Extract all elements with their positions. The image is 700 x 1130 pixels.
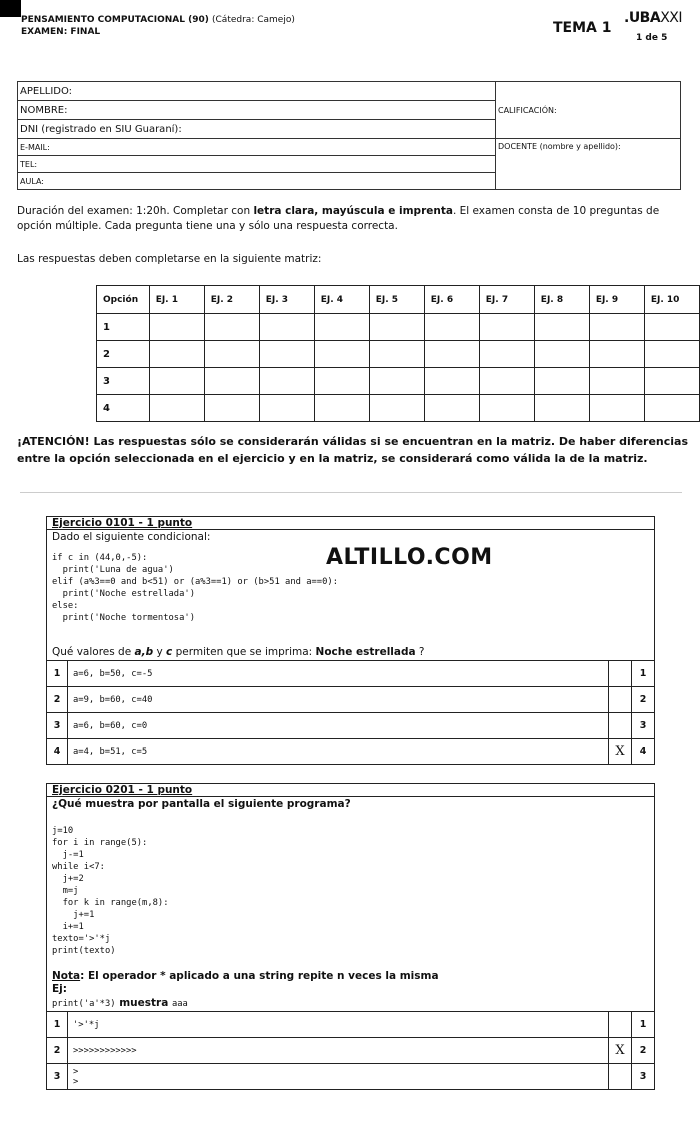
matrix-answer-cell[interactable] <box>314 395 369 422</box>
tema-label: TEMA 1 <box>553 20 612 36</box>
option-text: > > <box>68 1064 609 1090</box>
option-number: 2 <box>632 1038 655 1064</box>
matrix-answer-cell[interactable] <box>644 314 699 341</box>
exam-type: EXAMEN: FINAL <box>21 27 101 37</box>
student-info-table <box>17 81 681 190</box>
atencion-warning: ¡ATENCIÓN! Las respuestas sólo se considerarán válidas si se encuentran en la matriz. De haber diferencias entre la opción seleccionada en el ejercicio y en la matriz, se considerará como válida la de la matriz. <box>17 435 689 465</box>
code-block: if c in (44,0,-5): print('Luna de agua') elif (a%3==0 and b<51) or (a%3==1) or (b>51 and a==0): print('Noche estrellada') else: print('Noche tormentosa') <box>52 553 338 623</box>
option-row[interactable] <box>47 1064 654 1090</box>
matrix-header: Opción <box>97 286 150 314</box>
matrix-answer-cell[interactable] <box>534 368 589 395</box>
option-number: 1 <box>47 1012 68 1038</box>
matrix-answer-cell[interactable] <box>424 314 479 341</box>
matrix-answer-cell[interactable] <box>259 395 314 422</box>
matrix-answer-cell[interactable] <box>534 341 589 368</box>
answer-matrix <box>96 285 700 422</box>
option-mark-box[interactable] <box>609 1064 632 1090</box>
matrix-row <box>97 395 700 422</box>
exercise-statement: ¿Qué muestra por pantalla el siguiente programa? <box>52 798 351 810</box>
matrix-header: EJ. 2 <box>204 286 259 314</box>
matrix-answer-cell[interactable] <box>204 395 259 422</box>
option-text: >>>>>>>>>>>> <box>68 1038 609 1064</box>
matrix-option-label: 3 <box>97 368 150 395</box>
option-row[interactable] <box>47 661 654 687</box>
option-text: a=9, b=60, c=40 <box>68 687 609 713</box>
option-number: 1 <box>632 1012 655 1038</box>
matrix-answer-cell[interactable] <box>424 395 479 422</box>
course-name: PENSAMIENTO COMPUTACIONAL (90) <box>21 15 209 25</box>
matrix-row <box>97 314 700 341</box>
matrix-answer-cell[interactable] <box>149 314 204 341</box>
option-mark-box[interactable] <box>609 661 632 687</box>
option-number: 4 <box>47 739 68 765</box>
option-mark-box[interactable]: X <box>609 739 632 765</box>
option-number: 2 <box>47 1038 68 1064</box>
matrix-answer-cell[interactable] <box>149 341 204 368</box>
options-table <box>47 1011 654 1089</box>
matrix-header: EJ. 7 <box>479 286 534 314</box>
exercise-title: Ejercicio 0201 - 1 punto <box>47 784 654 797</box>
option-mark-box[interactable] <box>609 1012 632 1038</box>
matrix-answer-cell[interactable] <box>149 368 204 395</box>
catedra: (Cátedra: Camejo) <box>212 15 295 25</box>
exercise-question: Qué valores de a,b y c permiten que se imprima: Noche estrellada ? <box>52 646 425 658</box>
option-mark-box[interactable] <box>609 687 632 713</box>
docente-field[interactable]: DOCENTE (nombre y apellido): <box>496 139 681 190</box>
matrix-answer-cell[interactable] <box>589 341 644 368</box>
page-number: 1 de 5 <box>636 33 668 43</box>
matrix-option-label: 1 <box>97 314 150 341</box>
dni-field[interactable]: DNI (registrado en SIU Guaraní): <box>18 120 496 139</box>
matrix-answer-cell[interactable] <box>479 368 534 395</box>
option-text: '>'*j <box>68 1012 609 1038</box>
exercise-statement: Dado el siguiente condicional: <box>52 531 211 543</box>
exam-header <box>21 14 295 38</box>
matrix-answer-cell[interactable] <box>589 395 644 422</box>
watermark: ALTILLO.COM <box>326 545 493 570</box>
matrix-answer-cell[interactable] <box>424 341 479 368</box>
matrix-answer-cell[interactable] <box>534 395 589 422</box>
options-table <box>47 660 654 764</box>
matrix-answer-cell[interactable] <box>204 341 259 368</box>
option-number: 3 <box>47 713 68 739</box>
matrix-option-label: 4 <box>97 395 150 422</box>
option-row[interactable] <box>47 1038 654 1064</box>
matrix-header: EJ. 9 <box>589 286 644 314</box>
matrix-answer-cell[interactable] <box>644 341 699 368</box>
option-row[interactable] <box>47 739 654 765</box>
matrix-header: EJ. 8 <box>534 286 589 314</box>
matrix-answer-cell[interactable] <box>479 395 534 422</box>
matrix-header: EJ. 1 <box>149 286 204 314</box>
aula-field[interactable]: AULA: <box>18 173 496 190</box>
matrix-answer-cell[interactable] <box>314 314 369 341</box>
matrix-header: EJ. 10 <box>644 286 699 314</box>
matrix-answer-cell[interactable] <box>259 368 314 395</box>
option-mark-box[interactable]: X <box>609 1038 632 1064</box>
matrix-row <box>97 368 700 395</box>
tel-field[interactable]: TEL: <box>18 156 496 173</box>
matrix-answer-cell[interactable] <box>369 314 424 341</box>
apellido-field[interactable]: APELLIDO: <box>18 82 496 101</box>
matrix-answer-cell[interactable] <box>369 341 424 368</box>
matrix-option-label: 2 <box>97 341 150 368</box>
matrix-answer-cell[interactable] <box>589 314 644 341</box>
option-number: 2 <box>632 687 655 713</box>
exercise-1 <box>46 516 655 765</box>
nota: Nota: El operador * aplicado a una string repite n veces la misma Ej: <box>52 970 439 995</box>
matrix-row <box>97 341 700 368</box>
option-text: a=4, b=51, c=5 <box>68 739 609 765</box>
option-row[interactable] <box>47 1012 654 1038</box>
email-field[interactable]: E-MAIL: <box>18 139 496 156</box>
matrix-answer-cell[interactable] <box>589 368 644 395</box>
option-number: 1 <box>47 661 68 687</box>
example: print('a'*3) muestra aaa <box>52 997 188 1009</box>
option-number: 4 <box>632 739 655 765</box>
option-text: a=6, b=60, c=0 <box>68 713 609 739</box>
option-row[interactable] <box>47 713 654 739</box>
matrix-answer-cell[interactable] <box>644 368 699 395</box>
matrix-answer-cell[interactable] <box>204 314 259 341</box>
option-number: 1 <box>632 661 655 687</box>
matrix-answer-cell[interactable] <box>149 395 204 422</box>
matrix-header: EJ. 3 <box>259 286 314 314</box>
matrix-header: EJ. 6 <box>424 286 479 314</box>
matrix-answer-cell[interactable] <box>204 368 259 395</box>
option-number: 3 <box>632 713 655 739</box>
option-number: 3 <box>632 1064 655 1090</box>
matrix-answer-cell[interactable] <box>369 368 424 395</box>
matrix-answer-cell[interactable] <box>314 341 369 368</box>
matrix-answer-cell[interactable] <box>644 395 699 422</box>
option-number: 3 <box>47 1064 68 1090</box>
exercise-title: Ejercicio 0101 - 1 punto <box>47 517 654 530</box>
option-row[interactable] <box>47 687 654 713</box>
option-text: a=6, b=50, c=-5 <box>68 661 609 687</box>
nombre-field[interactable]: NOMBRE: <box>18 101 496 120</box>
intro-paragraph: Duración del examen: 1:20h. Completar con letra clara, mayúscula e imprenta. El examen consta de 10 preguntas de opción múltiple. Cada pregunta tiene una y sólo una respuesta correcta. <box>17 205 660 232</box>
code-block: j=10 for i in range(5): j-=1 while i<7: j+=2 m=j for k in range(m,8): j+=1 i+=1 texto='>'*j print(texto) <box>52 826 169 956</box>
matrix-answer-cell[interactable] <box>534 314 589 341</box>
option-number: 2 <box>47 687 68 713</box>
matrix-answer-cell[interactable] <box>259 314 314 341</box>
matrix-instructions: Las respuestas deben completarse en la siguiente matriz: <box>17 253 322 265</box>
option-mark-box[interactable] <box>609 713 632 739</box>
matrix-answer-cell[interactable] <box>424 368 479 395</box>
matrix-header: EJ. 5 <box>369 286 424 314</box>
divider <box>20 492 682 493</box>
matrix-header: EJ. 4 <box>314 286 369 314</box>
matrix-answer-cell[interactable] <box>479 314 534 341</box>
calificacion-field[interactable]: CALIFICACIÓN: <box>496 82 681 139</box>
corner-block <box>0 0 21 17</box>
exercise-2 <box>46 783 655 1090</box>
matrix-answer-cell[interactable] <box>314 368 369 395</box>
matrix-answer-cell[interactable] <box>479 341 534 368</box>
uba-logo: .UBAXXI <box>624 10 683 26</box>
matrix-answer-cell[interactable] <box>259 341 314 368</box>
matrix-answer-cell[interactable] <box>369 395 424 422</box>
